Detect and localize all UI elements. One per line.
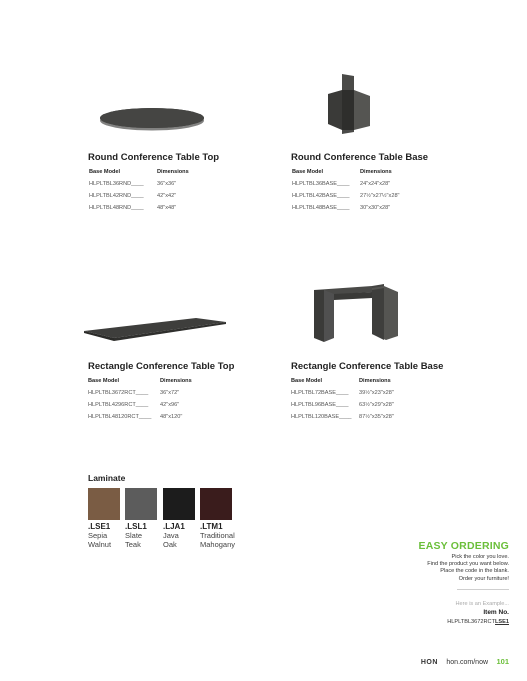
- rect-table-top-image: [80, 314, 230, 344]
- page-footer: [421, 651, 509, 669]
- round-base-specs: [292, 169, 400, 217]
- table-row: HLPLTBL72BASE____ 39½"x23"x28": [291, 390, 394, 396]
- rect-base-specs: [291, 378, 394, 426]
- rect-table-base-image: [310, 282, 402, 344]
- laminate-swatch-lsl1: [125, 488, 157, 549]
- example-item-code: HLPLTBL3672RCTLSE1: [447, 618, 509, 625]
- laminate-swatch-lja1: [163, 488, 195, 549]
- easy-ordering-step: Find the product you want below.: [427, 561, 509, 568]
- laminate-name: Slate: [125, 531, 143, 540]
- laminate-name: Traditional: [200, 531, 235, 540]
- table-row: HLPLTBL48120RCT____ 48"x120": [88, 414, 183, 420]
- easy-ordering-title: EASY ORDERING: [418, 540, 509, 552]
- table-row: HLPLTBL96BASE____ 63½"x29"x28": [291, 402, 394, 408]
- rect-top-title: Rectangle Conference Table Top: [88, 361, 235, 372]
- easy-ordering-panel: [329, 540, 509, 625]
- round-base-title: Round Conference Table Base: [291, 152, 429, 163]
- header-base-model: Base Model: [89, 169, 121, 175]
- table-row: HLPLTBL48BASE____ 30"x30"x28": [292, 205, 391, 211]
- round-table-top-image: [96, 106, 208, 132]
- header-base-model: Base Model: [88, 378, 120, 384]
- header-dimensions: Dimensions: [160, 378, 192, 384]
- table-row: HLPLTBL4296RCT____ 42"x96": [88, 402, 180, 408]
- table-row: HLPLTBL120BASE____ 87½"x35"x28": [291, 414, 394, 420]
- rect-top-specs: [88, 378, 192, 426]
- header-dimensions: Dimensions: [360, 169, 392, 175]
- round-top-title: Round Conference Table Top: [88, 152, 220, 163]
- footer-url[interactable]: hon.com/now: [446, 659, 489, 666]
- round-top-specs: [89, 169, 189, 217]
- laminate-swatch-ltm1: [200, 488, 235, 549]
- easy-ordering-step: Pick the color you love.: [451, 554, 509, 560]
- swatch-slate-teak: [125, 488, 157, 520]
- item-no-label: Item No.: [483, 608, 509, 616]
- round-table-base-image: [322, 72, 374, 136]
- laminate-code: .LJA1: [163, 522, 185, 531]
- laminate-name: Sepia: [88, 531, 108, 540]
- page-number: 101: [496, 657, 509, 666]
- laminate-code: .LSE1: [88, 522, 111, 531]
- laminate-swatch-lse1: [88, 488, 120, 549]
- table-row: HLPLTBL36BASE____ 24"x24"x28": [292, 181, 391, 187]
- easy-ordering-step: Order your furniture!: [458, 575, 509, 582]
- laminate-code: .LTM1: [200, 522, 223, 531]
- laminate-name: Teak: [125, 540, 141, 549]
- swatch-java-oak: [163, 488, 195, 520]
- hon-logo: HON: [420, 659, 438, 666]
- table-row: HLPLTBL3672RCT____ 36"x72": [88, 390, 180, 396]
- swatch-traditional-mahogany: [200, 488, 232, 520]
- table-row: HLPLTBL36RND____ 36"x36": [89, 181, 177, 187]
- swatch-sepia-walnut: [88, 488, 120, 520]
- laminate-name: Mahogany: [200, 540, 236, 549]
- example-color-code: LSE1: [495, 618, 509, 625]
- rect-base-title: Rectangle Conference Table Base: [291, 361, 444, 372]
- laminate-name: Walnut: [88, 540, 112, 549]
- laminate-code: .LSL1: [125, 522, 147, 531]
- header-base-model: Base Model: [292, 169, 324, 175]
- table-row: HLPLTBL42BASE____ 27½"x27½"x28": [292, 193, 400, 199]
- header-base-model: Base Model: [291, 378, 323, 384]
- header-dimensions: Dimensions: [157, 169, 189, 175]
- divider: [457, 589, 509, 590]
- example-label: Here is an Example...: [455, 600, 509, 607]
- header-dimensions: Dimensions: [359, 378, 391, 384]
- laminate-title: Laminate: [88, 473, 126, 483]
- laminate-name: Oak: [163, 540, 177, 549]
- table-row: HLPLTBL42RND____ 42"x42": [89, 193, 177, 199]
- easy-ordering-step: Place the code in the blank.: [440, 568, 509, 575]
- table-row: HLPLTBL48RND____ 48"x48": [89, 205, 177, 211]
- laminate-name: Java: [163, 531, 179, 540]
